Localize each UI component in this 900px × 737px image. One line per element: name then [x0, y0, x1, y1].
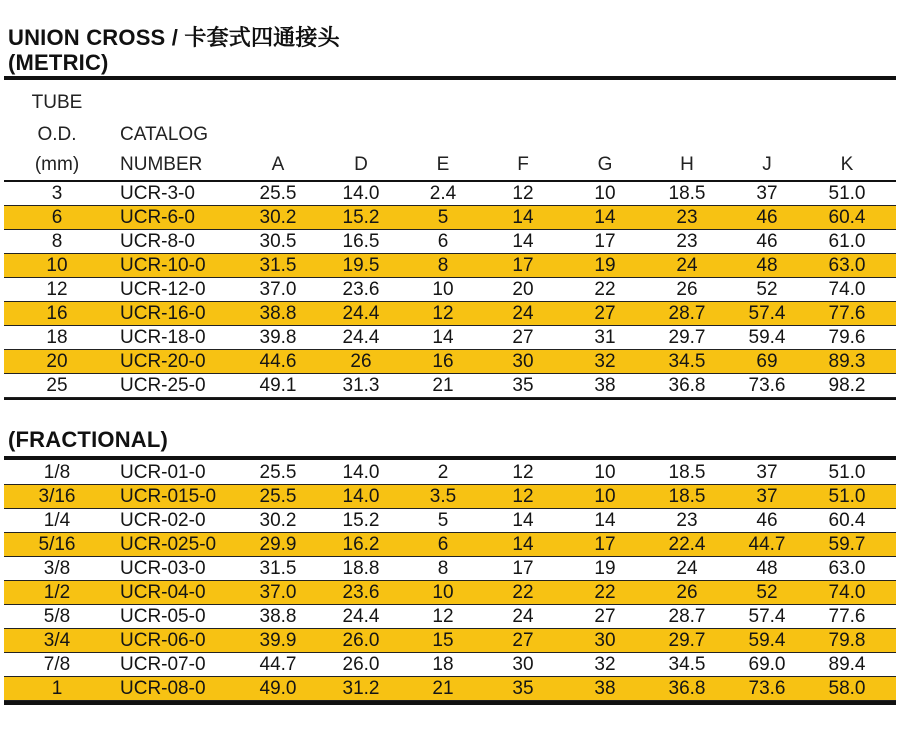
cell-j: 52	[756, 582, 778, 603]
table-row	[4, 374, 896, 398]
cell-j: 37	[756, 183, 778, 204]
cell-catalog-number: UCR-6-0	[120, 207, 195, 228]
cell-e: 21	[432, 678, 454, 699]
cell-k: 63.0	[828, 255, 866, 276]
cell-catalog-number: UCR-10-0	[120, 255, 206, 276]
cell-g: 10	[594, 462, 616, 483]
cell-j: 59.4	[748, 327, 786, 348]
cell-a: 39.9	[259, 630, 297, 651]
cell-catalog-number: UCR-02-0	[120, 510, 206, 531]
cell-k: 89.4	[828, 654, 866, 675]
cell-catalog-number: UCR-025-0	[120, 534, 217, 555]
cell-catalog-number: UCR-07-0	[120, 654, 206, 675]
cell-f: 17	[512, 558, 534, 579]
cell-e: 12	[432, 606, 454, 627]
cell-g: 10	[594, 486, 616, 507]
cell-h: 24	[676, 255, 698, 276]
table-row	[4, 605, 896, 629]
table-row	[4, 677, 896, 701]
cell-d: 31.3	[342, 375, 380, 396]
cell-h: 29.7	[668, 630, 706, 651]
cell-h: 23	[676, 510, 698, 531]
cell-catalog-number: UCR-015-0	[120, 486, 217, 507]
cell-h: 28.7	[668, 606, 706, 627]
table-row	[4, 581, 896, 605]
cell-j: 37	[756, 462, 778, 483]
cell-j: 69	[756, 351, 778, 372]
cell-catalog-number: UCR-18-0	[120, 327, 206, 348]
cell-a: 30.2	[259, 207, 297, 228]
cell-catalog-number: UCR-06-0	[120, 630, 206, 651]
cell-tube-od: 3/8	[43, 558, 71, 579]
cell-d: 16.5	[342, 231, 380, 252]
cell-a: 49.1	[259, 375, 297, 396]
cell-f: 24	[512, 606, 534, 627]
cell-k: 51.0	[828, 462, 866, 483]
cell-f: 12	[512, 183, 534, 204]
cell-h: 23	[676, 231, 698, 252]
cell-d: 16.2	[342, 534, 380, 555]
cell-tube-od: 1	[51, 678, 63, 699]
cell-catalog-number: UCR-12-0	[120, 279, 206, 300]
cell-f: 30	[512, 654, 534, 675]
cell-d: 14.0	[342, 486, 380, 507]
cell-d: 15.2	[342, 207, 380, 228]
table-row	[4, 326, 896, 350]
cell-f: 22	[512, 582, 534, 603]
cell-g: 38	[594, 678, 616, 699]
cell-d: 23.6	[342, 582, 380, 603]
cell-j: 57.4	[748, 303, 786, 324]
cell-g: 22	[594, 279, 616, 300]
cell-f: 14	[512, 207, 534, 228]
cell-tube-od: 18	[46, 327, 68, 348]
cell-h: 29.7	[668, 327, 706, 348]
cell-j: 69.0	[748, 654, 786, 675]
table-row	[4, 461, 896, 485]
cell-j: 73.6	[748, 678, 786, 699]
cell-e: 8	[437, 558, 449, 579]
cell-d: 19.5	[342, 255, 380, 276]
cell-j: 48	[756, 558, 778, 579]
metric-table	[4, 182, 896, 398]
cell-tube-od: 1/8	[43, 462, 71, 483]
cell-d: 24.4	[342, 606, 380, 627]
table-row	[4, 533, 896, 557]
table-row	[4, 485, 896, 509]
cell-a: 30.5	[259, 231, 297, 252]
table-row	[4, 278, 896, 302]
metric-bottom-rule	[4, 398, 896, 400]
fractional-section-title: (FRACTIONAL)	[8, 427, 169, 452]
cell-f: 30	[512, 351, 534, 372]
cell-j: 52	[756, 279, 778, 300]
cell-catalog-number: UCR-05-0	[120, 606, 206, 627]
fractional-title-rule	[4, 456, 896, 460]
cell-catalog-number: UCR-08-0	[120, 678, 206, 699]
cell-j: 73.6	[748, 375, 786, 396]
cell-g: 17	[594, 231, 616, 252]
cell-g: 32	[594, 351, 616, 372]
cell-k: 77.6	[828, 303, 866, 324]
cell-k: 51.0	[828, 486, 866, 507]
product-title: UNION CROSS / 卡套式四通接头	[8, 25, 340, 50]
cell-j: 46	[756, 231, 778, 252]
cell-k: 60.4	[828, 510, 866, 531]
cell-e: 18	[432, 654, 454, 675]
cell-g: 10	[594, 183, 616, 204]
table-row	[4, 230, 896, 254]
cell-catalog-number: UCR-03-0	[120, 558, 206, 579]
cell-h: 36.8	[668, 375, 706, 396]
cell-catalog-number: UCR-20-0	[120, 351, 206, 372]
cell-f: 17	[512, 255, 534, 276]
cell-k: 98.2	[828, 375, 866, 396]
header-d: D	[354, 154, 368, 175]
cell-d: 26.0	[342, 654, 380, 675]
cell-f: 14	[512, 534, 534, 555]
table-row	[4, 350, 896, 374]
cell-e: 15	[432, 630, 454, 651]
cell-a: 25.5	[259, 486, 297, 507]
cell-g: 19	[594, 558, 616, 579]
cell-k: 77.6	[828, 606, 866, 627]
table-row	[4, 653, 896, 677]
cell-g: 38	[594, 375, 616, 396]
cell-tube-od: 5/8	[43, 606, 71, 627]
cell-g: 14	[594, 207, 616, 228]
cell-e: 6	[437, 231, 449, 252]
cell-tube-od: 1/4	[43, 510, 71, 531]
table-row	[4, 302, 896, 326]
cell-catalog-number: UCR-25-0	[120, 375, 206, 396]
cell-a: 37.0	[259, 279, 297, 300]
cell-a: 37.0	[259, 582, 297, 603]
cell-j: 46	[756, 510, 778, 531]
header-g: G	[597, 154, 613, 175]
cell-h: 28.7	[668, 303, 706, 324]
cell-a: 38.8	[259, 303, 297, 324]
cell-g: 19	[594, 255, 616, 276]
cell-d: 18.8	[342, 558, 380, 579]
cell-h: 22.4	[668, 534, 706, 555]
cell-k: 74.0	[828, 279, 866, 300]
fractional-bottom-rule	[4, 701, 896, 705]
fractional-table	[4, 461, 896, 701]
cell-a: 44.7	[259, 654, 297, 675]
cell-tube-od: 16	[46, 303, 68, 324]
table-row	[4, 557, 896, 581]
cell-tube-od: 10	[46, 255, 68, 276]
header-e: E	[436, 154, 450, 175]
cell-d: 14.0	[342, 183, 380, 204]
cell-g: 17	[594, 534, 616, 555]
header-a: A	[271, 154, 285, 175]
cell-f: 27	[512, 327, 534, 348]
cell-d: 26	[350, 351, 372, 372]
table-row	[4, 509, 896, 533]
cell-k: 89.3	[828, 351, 866, 372]
cell-k: 79.6	[828, 327, 866, 348]
cell-catalog-number: UCR-8-0	[120, 231, 195, 252]
cell-h: 34.5	[668, 351, 706, 372]
cell-k: 58.0	[828, 678, 866, 699]
cell-tube-od: 25	[46, 375, 68, 396]
header-catalog: CATALOG	[120, 124, 208, 145]
cell-tube-od: 20	[46, 351, 68, 372]
cell-j: 37	[756, 486, 778, 507]
cell-g: 27	[594, 606, 616, 627]
cell-e: 16	[432, 351, 454, 372]
cell-a: 30.2	[259, 510, 297, 531]
cell-tube-od: 3	[51, 183, 63, 204]
header-od: O.D.	[37, 124, 77, 145]
cell-h: 18.5	[668, 183, 706, 204]
cell-h: 26	[676, 279, 698, 300]
cell-f: 14	[512, 231, 534, 252]
table-row	[4, 629, 896, 653]
cell-tube-od: 7/8	[43, 654, 71, 675]
cell-k: 74.0	[828, 582, 866, 603]
header-h: H	[680, 154, 694, 175]
cell-a: 29.9	[259, 534, 297, 555]
cell-a: 38.8	[259, 606, 297, 627]
header-number: NUMBER	[120, 154, 203, 175]
cell-e: 8	[437, 255, 449, 276]
cell-h: 23	[676, 207, 698, 228]
cell-f: 35	[512, 375, 534, 396]
cell-g: 30	[594, 630, 616, 651]
cell-h: 26	[676, 582, 698, 603]
cell-a: 31.5	[259, 558, 297, 579]
cell-tube-od: 8	[51, 231, 63, 252]
cell-f: 14	[512, 510, 534, 531]
cell-a: 31.5	[259, 255, 297, 276]
cell-tube-od: 6	[51, 207, 63, 228]
cell-h: 24	[676, 558, 698, 579]
cell-catalog-number: UCR-01-0	[120, 462, 206, 483]
cell-e: 2.4	[429, 183, 457, 204]
cell-e: 10	[432, 279, 454, 300]
cell-e: 2	[437, 462, 449, 483]
cell-f: 12	[512, 486, 534, 507]
cell-d: 23.6	[342, 279, 380, 300]
header-mm: (mm)	[34, 154, 80, 175]
cell-catalog-number: UCR-16-0	[120, 303, 206, 324]
cell-d: 15.2	[342, 510, 380, 531]
cell-d: 14.0	[342, 462, 380, 483]
cell-e: 6	[437, 534, 449, 555]
cell-g: 31	[594, 327, 616, 348]
cell-a: 25.5	[259, 183, 297, 204]
cell-e: 5	[437, 207, 449, 228]
cell-h: 36.8	[668, 678, 706, 699]
cell-d: 24.4	[342, 327, 380, 348]
cell-g: 14	[594, 510, 616, 531]
cell-e: 3.5	[429, 486, 457, 507]
cell-h: 18.5	[668, 462, 706, 483]
cell-j: 44.7	[748, 534, 786, 555]
cell-k: 51.0	[828, 183, 866, 204]
cell-h: 34.5	[668, 654, 706, 675]
title-rule	[4, 76, 896, 80]
cell-tube-od: 12	[46, 279, 68, 300]
cell-a: 39.8	[259, 327, 297, 348]
header-k: K	[840, 154, 854, 175]
cell-catalog-number: UCR-3-0	[120, 183, 195, 204]
cell-f: 24	[512, 303, 534, 324]
cell-e: 5	[437, 510, 449, 531]
cell-d: 26.0	[342, 630, 380, 651]
cell-a: 25.5	[259, 462, 297, 483]
cell-h: 18.5	[668, 486, 706, 507]
cell-j: 48	[756, 255, 778, 276]
cell-j: 57.4	[748, 606, 786, 627]
cell-tube-od: 3/16	[38, 486, 76, 507]
cell-k: 61.0	[828, 231, 866, 252]
cell-tube-od: 5/16	[38, 534, 76, 555]
cell-e: 12	[432, 303, 454, 324]
cell-j: 59.4	[748, 630, 786, 651]
cell-f: 20	[512, 279, 534, 300]
cell-a: 44.6	[259, 351, 297, 372]
metric-section-title: (METRIC)	[8, 50, 109, 75]
table-row	[4, 182, 896, 206]
cell-f: 27	[512, 630, 534, 651]
cell-g: 32	[594, 654, 616, 675]
cell-tube-od: 3/4	[43, 630, 71, 651]
cell-e: 10	[432, 582, 454, 603]
cell-g: 22	[594, 582, 616, 603]
cell-j: 46	[756, 207, 778, 228]
cell-tube-od: 1/2	[43, 582, 71, 603]
cell-f: 12	[512, 462, 534, 483]
header-f: F	[517, 154, 529, 175]
table-row	[4, 206, 896, 230]
header-tube: TUBE	[31, 92, 83, 113]
header-j: J	[762, 154, 772, 175]
cell-k: 59.7	[828, 534, 866, 555]
cell-f: 35	[512, 678, 534, 699]
cell-catalog-number: UCR-04-0	[120, 582, 206, 603]
cell-k: 60.4	[828, 207, 866, 228]
cell-d: 24.4	[342, 303, 380, 324]
cell-g: 27	[594, 303, 616, 324]
cell-e: 21	[432, 375, 454, 396]
cell-a: 49.0	[259, 678, 297, 699]
cell-k: 63.0	[828, 558, 866, 579]
cell-e: 14	[432, 327, 454, 348]
cell-d: 31.2	[342, 678, 380, 699]
cell-k: 79.8	[828, 630, 866, 651]
table-row	[4, 254, 896, 278]
